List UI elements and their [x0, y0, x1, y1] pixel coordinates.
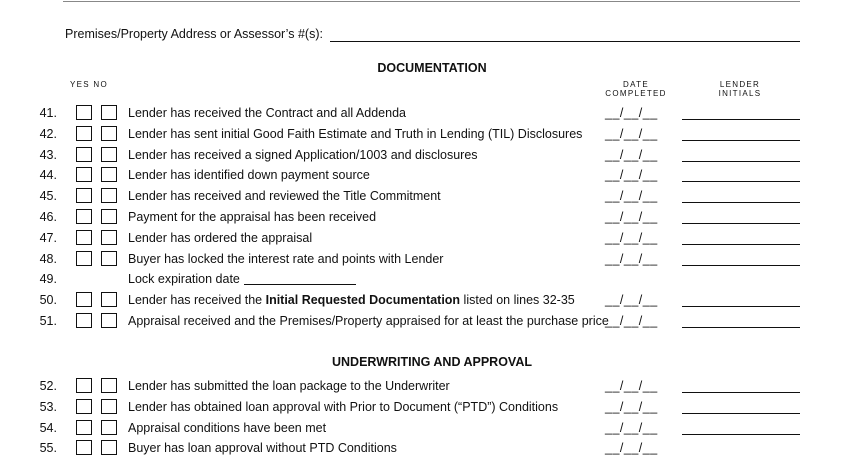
line-number: 48. — [39, 251, 57, 266]
date-field[interactable]: __/__/__ — [605, 293, 658, 308]
yes-checkbox[interactable] — [76, 188, 92, 203]
no-checkbox[interactable] — [101, 167, 117, 182]
date-field[interactable]: __/__/__ — [605, 126, 658, 141]
yes-checkbox[interactable] — [76, 147, 92, 162]
initials-field[interactable] — [682, 413, 800, 414]
yes-checkbox[interactable] — [76, 167, 92, 182]
checklist-row-42 — [0, 125, 850, 145]
line-number: 52. — [39, 379, 57, 393]
checklist-row-53 — [0, 398, 850, 418]
line-number: 49. — [39, 272, 57, 287]
checklist-row-44 — [0, 166, 850, 186]
yes-checkbox[interactable] — [76, 105, 92, 120]
yes-checkbox[interactable] — [76, 399, 92, 414]
checklist-row-47 — [0, 229, 850, 249]
no-checkbox[interactable] — [101, 105, 117, 120]
lock-expiration-label: Lock expiration date — [128, 272, 240, 287]
date-field[interactable]: __/__/__ — [605, 210, 658, 224]
item-text: Lender has received the Contract and all Addenda — [128, 106, 406, 120]
yes-checkbox[interactable] — [76, 420, 92, 435]
item-text: Buyer has locked the interest rate and points with Lender — [128, 251, 444, 266]
date-field[interactable]: __/__/__ — [605, 230, 658, 245]
initials-field[interactable] — [682, 244, 800, 245]
yes-checkbox[interactable] — [76, 230, 92, 245]
checklist-row-43 — [0, 146, 850, 166]
initials-header-line2: INITIALS — [718, 89, 762, 98]
line-number: 43. — [39, 147, 57, 162]
initials-field[interactable] — [682, 181, 800, 182]
item-text — [128, 272, 356, 286]
line-number: 54. — [39, 420, 57, 435]
lender-initials-header — [700, 80, 780, 98]
checklist-row-52 — [0, 377, 850, 397]
item-text: Lender has received and reviewed the Title Commitment — [128, 189, 441, 204]
date-field[interactable]: __/__/__ — [605, 147, 658, 162]
checklist-row-54 — [0, 419, 850, 439]
yes-checkbox[interactable] — [76, 292, 92, 307]
item-text: Lender has received a signed Application/1003 and disclosures — [128, 147, 478, 162]
date-field[interactable]: __/__/__ — [605, 420, 658, 435]
line-number: 41. — [39, 106, 57, 120]
line-number: 53. — [39, 399, 57, 414]
date-field[interactable]: __/__/__ — [605, 168, 658, 183]
item-text-start: Lender has received the — [128, 293, 266, 308]
checklist-row-49 — [0, 270, 850, 290]
item-text: Appraisal conditions have been met — [128, 420, 327, 435]
date-field[interactable]: __/__/__ — [605, 106, 658, 120]
checklist-row-50 — [0, 291, 850, 311]
no-checkbox[interactable] — [101, 209, 117, 224]
item-text: Buyer has loan approval without PTD Conditions — [128, 441, 397, 456]
line-number: 50. — [39, 293, 57, 308]
item-text: Payment for the appraisal has been received — [128, 210, 377, 224]
address-field[interactable] — [330, 41, 800, 42]
lock-expiration-field[interactable] — [244, 284, 356, 285]
initials-field[interactable] — [682, 161, 800, 162]
date-field[interactable]: __/__/__ — [605, 399, 658, 414]
line-number: 44. — [39, 168, 57, 183]
item-text-bold: Initial Requested Documentation — [265, 293, 461, 308]
no-checkbox[interactable] — [101, 188, 117, 203]
date-field[interactable]: __/__/__ — [605, 251, 658, 266]
initials-field[interactable] — [682, 119, 800, 120]
no-checkbox[interactable] — [101, 313, 117, 328]
checklist-row-46 — [0, 208, 850, 228]
no-checkbox[interactable] — [101, 378, 117, 393]
no-checkbox[interactable] — [101, 399, 117, 414]
underwriting-title: UNDERWRITING AND APPROVAL — [332, 355, 532, 369]
date-field[interactable]: __/__/__ — [605, 441, 658, 456]
item-text: Lender has ordered the appraisal — [128, 230, 313, 245]
top-rule — [63, 1, 800, 2]
date-completed-header — [596, 80, 676, 98]
item-text: Lender has obtained loan approval with Prior to Document (“PTD”) Conditions — [128, 399, 559, 414]
no-checkbox[interactable] — [101, 292, 117, 307]
no-checkbox[interactable] — [101, 420, 117, 435]
item-text: Lender has identified down payment source — [128, 168, 370, 183]
no-checkbox[interactable] — [101, 251, 117, 266]
initials-field[interactable] — [682, 327, 800, 328]
date-field[interactable]: __/__/__ — [605, 189, 658, 204]
no-checkbox[interactable] — [101, 230, 117, 245]
line-number: 46. — [39, 210, 57, 224]
item-text — [128, 293, 575, 307]
initials-field[interactable] — [682, 223, 800, 224]
no-checkbox[interactable] — [101, 147, 117, 162]
initials-field[interactable] — [682, 265, 800, 266]
date-field[interactable]: __/__/__ — [605, 314, 658, 328]
line-number: 45. — [39, 189, 57, 204]
yes-checkbox[interactable] — [76, 440, 92, 455]
initials-header-line1: LENDER — [719, 80, 761, 89]
checklist-row-55 — [0, 439, 850, 456]
line-number: 51. — [39, 314, 57, 328]
yes-no-header: YES NO — [70, 80, 109, 89]
documentation-title: DOCUMENTATION — [377, 61, 487, 75]
date-field[interactable]: __/__/__ — [605, 379, 658, 393]
line-number: 55. — [39, 441, 57, 456]
yes-checkbox[interactable] — [76, 313, 92, 328]
initials-field[interactable] — [682, 392, 800, 393]
checklist-row-45 — [0, 187, 850, 207]
item-text: Appraisal received and the Premises/Property appraised for at least the purchase price — [128, 314, 609, 328]
line-number: 47. — [39, 230, 57, 245]
checklist-row-48 — [0, 250, 850, 270]
yes-checkbox[interactable] — [76, 209, 92, 224]
checklist-row-41 — [0, 104, 850, 124]
no-checkbox[interactable] — [101, 440, 117, 455]
initials-field[interactable] — [682, 202, 800, 203]
item-text-end: listed on lines 32-35 — [460, 293, 575, 308]
item-text: Lender has submitted the loan package to the Underwriter — [128, 379, 450, 393]
yes-checkbox[interactable] — [76, 251, 92, 266]
address-label: Premises/Property Address or Assessor’s #(s): — [65, 27, 323, 41]
no-checkbox[interactable] — [101, 126, 117, 141]
item-text: Lender has sent initial Good Faith Estimate and Truth in Lending (TIL) Disclosures — [128, 126, 583, 141]
yes-checkbox[interactable] — [76, 126, 92, 141]
line-number: 42. — [39, 126, 57, 141]
initials-field[interactable] — [682, 140, 800, 141]
yes-checkbox[interactable] — [76, 378, 92, 393]
initials-field[interactable] — [682, 434, 800, 435]
date-header-line2: COMPLETED — [605, 89, 667, 98]
checklist-row-51 — [0, 312, 850, 332]
date-header-line1: DATE — [623, 80, 649, 89]
initials-field[interactable] — [682, 306, 800, 307]
